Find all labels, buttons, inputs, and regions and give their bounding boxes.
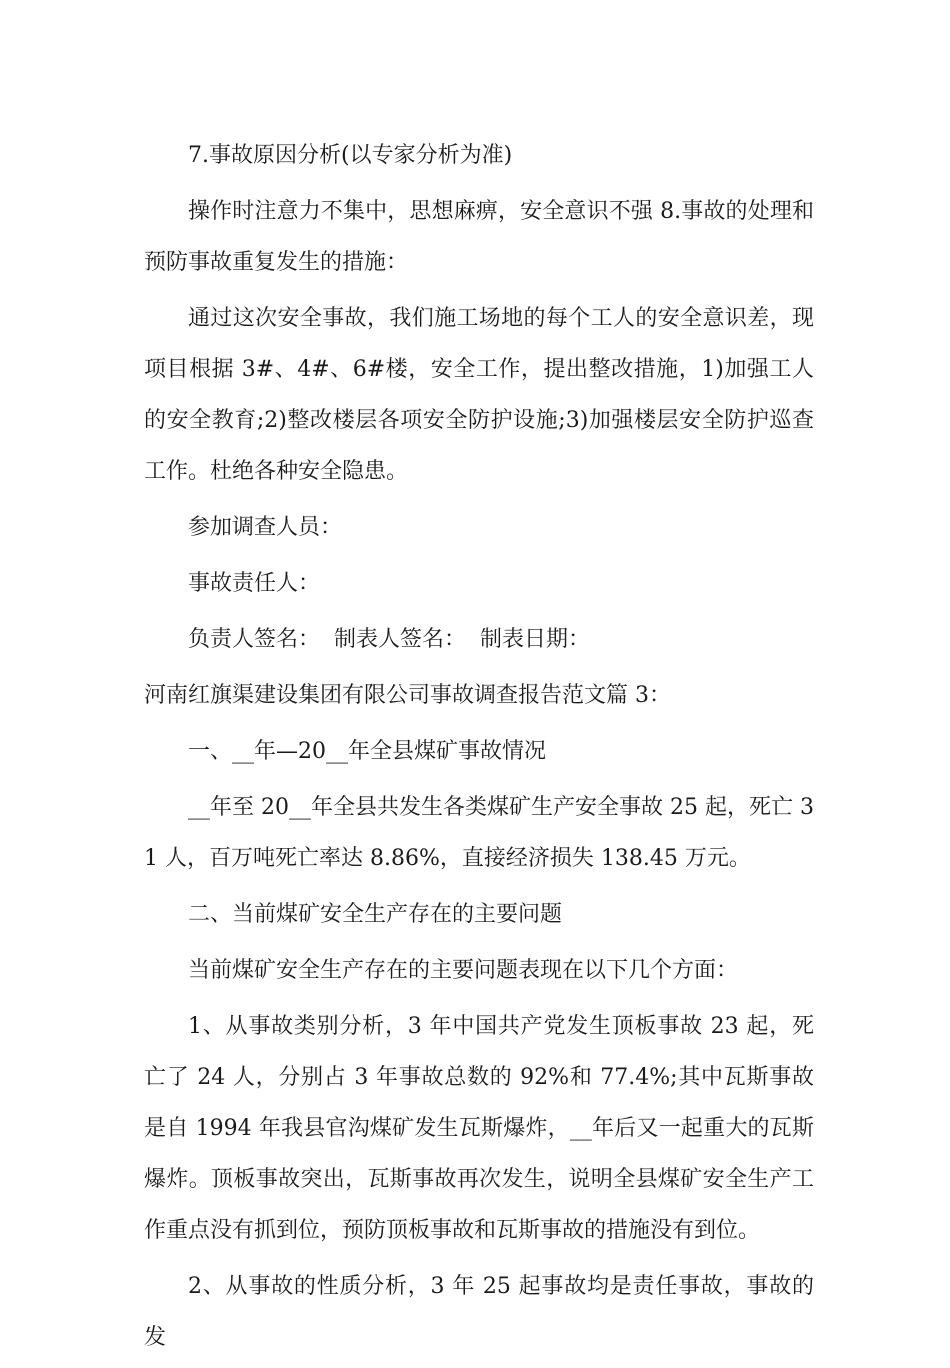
- section-heading: 二、当前煤矿安全生产存在的主要问题: [188, 902, 563, 927]
- paragraph: 通过这次安全事故，我们施工场地的每个工人的安全意识差，现项目根据 3#、4#、6#楼，安全工作，提出整改措施，1)加强工人的安全教育;2)整改楼层各项安全防护设施;3)加强楼层安全防护巡查工作。杜绝各种安全隐患。: [144, 306, 814, 484]
- paragraph: 负责人签名： 制表人签名： 制表日期：: [188, 627, 590, 652]
- paragraph: __年至 20__年全县共发生各类煤矿生产安全事故 25 起，死亡 31 人，百万吨死亡率达 8.86%，直接经济损失 138.45 万元。: [144, 795, 814, 871]
- paragraph: 操作时注意力不集中，思想麻痹，安全意识不强 8.事故的处理和预防事故重复发生的措施：: [144, 199, 814, 275]
- paragraph: 事故责任人：: [188, 571, 321, 596]
- paragraph: 7.事故原因分析(以专家分析为准): [188, 143, 513, 168]
- document-body: [144, 130, 814, 1368]
- paragraph: 1、从事故类别分析，3 年中国共产党发生顶板事故 23 起，死亡了 24 人，分别占 3 年事故总数的 92%和 77.4%;其中瓦斯事故是自 1994 年我县官沟煤矿发生瓦斯爆炸，__年后又一起重大的瓦斯爆炸。顶板事故突出，瓦斯事故再次发生，说明全县煤矿安全生产工作重点没有抓到位，预防顶板事故和瓦斯事故的措施没有到位。: [144, 1014, 814, 1243]
- paragraph: 2、从事故的性质分析，3 年 25 起事故均是责任事故，事故的发: [144, 1274, 814, 1350]
- section-heading: 一、__年—20__年全县煤矿事故情况: [188, 739, 546, 764]
- paragraph: 参加调查人员：: [188, 515, 343, 540]
- paragraph: 当前煤矿安全生产存在的主要问题表现在以下几个方面：: [188, 958, 739, 983]
- paragraph: 河南红旗渠建设集团有限公司事故调查报告范文篇 3：: [144, 683, 671, 708]
